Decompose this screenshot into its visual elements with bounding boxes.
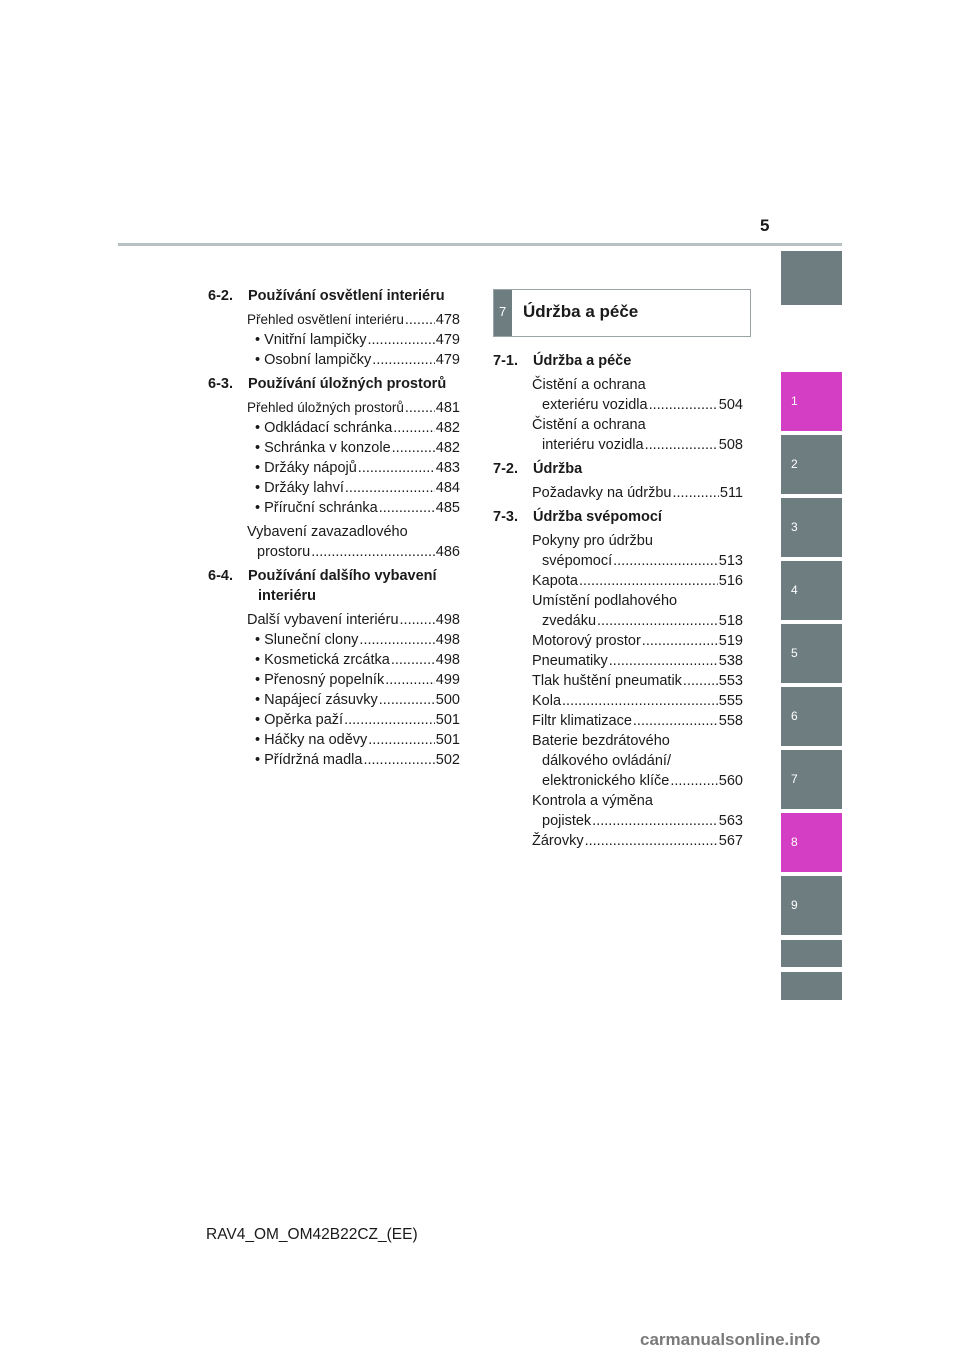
tab-3[interactable] <box>781 498 842 557</box>
toc-entry[interactable]: • Přenosný popelník ..... 499 <box>255 670 460 690</box>
toc-entry[interactable]: • Háčky na oděvy ..... 501 <box>255 730 460 750</box>
toc-entry-line[interactable]: Kontrola a výměna <box>532 793 653 809</box>
chapter-title: Údržba a péče <box>523 302 639 321</box>
toc-entry[interactable]: interiéru vozidla ..... 508 <box>542 435 743 455</box>
toc-entry[interactable]: • Příruční schránka ..... 485 <box>255 498 460 518</box>
tab-8-label: 8 <box>791 835 798 849</box>
toc-entry[interactable]: • Držáky lahví ..... 484 <box>255 478 460 498</box>
section-title: Používání osvětlení interiéru <box>248 288 445 304</box>
toc-entry-line[interactable]: Pokyny pro údržbu <box>532 533 653 549</box>
tab-blank-2[interactable] <box>781 972 842 1000</box>
section-heading: 6-3. Používání úložných prostorů <box>208 376 447 392</box>
toc-entry[interactable]: • Opěrka paží ..... 501 <box>255 710 460 730</box>
toc-entry-line[interactable]: Umístění podlahového <box>532 593 678 609</box>
section-heading: 6-4. Používání dalšího vybavení interiéru <box>208 568 437 604</box>
toc-entry[interactable]: Pneumatiky ..... 538 <box>532 651 743 671</box>
tab-4-label: 4 <box>791 583 798 597</box>
watermark: carmanualsonline.info <box>640 1330 821 1349</box>
tab-7-label: 7 <box>791 772 798 786</box>
toc-entry[interactable]: zvedáku ..... 518 <box>542 611 743 631</box>
toc-entry-line[interactable]: dálkového ovládání/ <box>542 753 671 769</box>
tab-9-label: 9 <box>791 898 798 912</box>
toc-entry[interactable]: • Kosmetická zrcátka ..... 498 <box>255 650 460 670</box>
tab-blank-1[interactable] <box>781 940 842 967</box>
toc-entry[interactable]: Požadavky na údržbu ..... 511 <box>532 483 743 503</box>
toc-entry[interactable]: Další vybavení interiéru ..... 498 <box>247 610 460 630</box>
tab-4[interactable] <box>781 561 842 620</box>
toc-entry[interactable]: • Sluneční clony ..... 498 <box>255 630 460 650</box>
toc-right-column <box>493 351 743 851</box>
tab-2-label: 2 <box>791 457 798 471</box>
tab-blank-top[interactable] <box>781 251 842 305</box>
tab-1-label: 1 <box>791 394 798 408</box>
toc-entry[interactable]: Kola ..... 555 <box>532 691 743 711</box>
toc-entry[interactable]: • Vnitřní lampičky ..... 479 <box>255 330 460 350</box>
toc-entry-line[interactable]: Čistění a ochrana <box>532 377 646 393</box>
toc-left-column <box>208 286 460 770</box>
toc-entry[interactable]: Žárovky ..... 567 <box>532 831 743 851</box>
page-number: 5 <box>760 216 770 235</box>
section-heading <box>208 286 460 306</box>
toc-entry[interactable]: • Schránka v konzole ..... 482 <box>255 438 460 458</box>
toc-entry[interactable]: Kapota ..... 516 <box>532 571 743 591</box>
section-heading: 7-3. Údržba svépomocí <box>493 509 662 525</box>
tab-6-label: 6 <box>791 709 798 723</box>
tab-5[interactable] <box>781 624 842 683</box>
document-code: RAV4_OM_OM42B22CZ_(EE) <box>206 1226 418 1243</box>
chapter-heading <box>493 289 751 337</box>
toc-entry[interactable]: svépomocí ..... 513 <box>542 551 743 571</box>
toc-entry-line[interactable]: Čistění a ochrana <box>532 417 646 433</box>
toc-entry[interactable]: Tlak huštění pneumatik ..... 553 <box>532 671 743 691</box>
toc-entry[interactable]: Přehled úložných prostorů ..... 481 <box>247 398 460 418</box>
section-number: 6-2. <box>208 288 233 304</box>
toc-entry[interactable]: • Napájecí zásuvky ..... 500 <box>255 690 460 710</box>
toc-entry-line[interactable]: Vybavení zavazadlového <box>247 524 408 540</box>
header-rule <box>118 243 842 246</box>
toc-entry[interactable]: Přehled osvětlení interiéru ..... 478 <box>247 310 460 330</box>
toc-entry-line[interactable]: Baterie bezdrátového <box>532 733 670 749</box>
tab-5-label: 5 <box>791 646 798 660</box>
tab-2[interactable] <box>781 435 842 494</box>
toc-entry[interactable]: • Odkládací schránka ..... 482 <box>255 418 460 438</box>
section-heading: 7-1. Údržba a péče <box>493 353 632 369</box>
toc-entry[interactable]: elektronického klíče ..... 560 <box>542 771 743 791</box>
toc-entry[interactable]: • Osobní lampičky ..... 479 <box>255 350 460 370</box>
tab-8[interactable] <box>781 813 842 872</box>
toc-entry[interactable]: Motorový prostor ..... 519 <box>532 631 743 651</box>
section-heading: 7-2. Údržba <box>493 461 583 477</box>
tab-9[interactable] <box>781 876 842 935</box>
toc-entry[interactable]: pojistek ..... 563 <box>542 811 743 831</box>
toc-entry[interactable]: • Držáky nápojů ..... 483 <box>255 458 460 478</box>
tab-6[interactable] <box>781 687 842 746</box>
tab-7[interactable] <box>781 750 842 809</box>
toc-entry[interactable]: • Přídržná madla ..... 502 <box>255 750 460 770</box>
toc-entry[interactable]: prostoru ..... 486 <box>257 542 460 562</box>
tab-3-label: 3 <box>791 520 798 534</box>
tab-1[interactable] <box>781 372 842 431</box>
toc-entry[interactable]: Filtr klimatizace ..... 558 <box>532 711 743 731</box>
toc-entry[interactable]: exteriéru vozidla ..... 504 <box>542 395 743 415</box>
chapter-number-tag: 7 <box>494 290 512 336</box>
